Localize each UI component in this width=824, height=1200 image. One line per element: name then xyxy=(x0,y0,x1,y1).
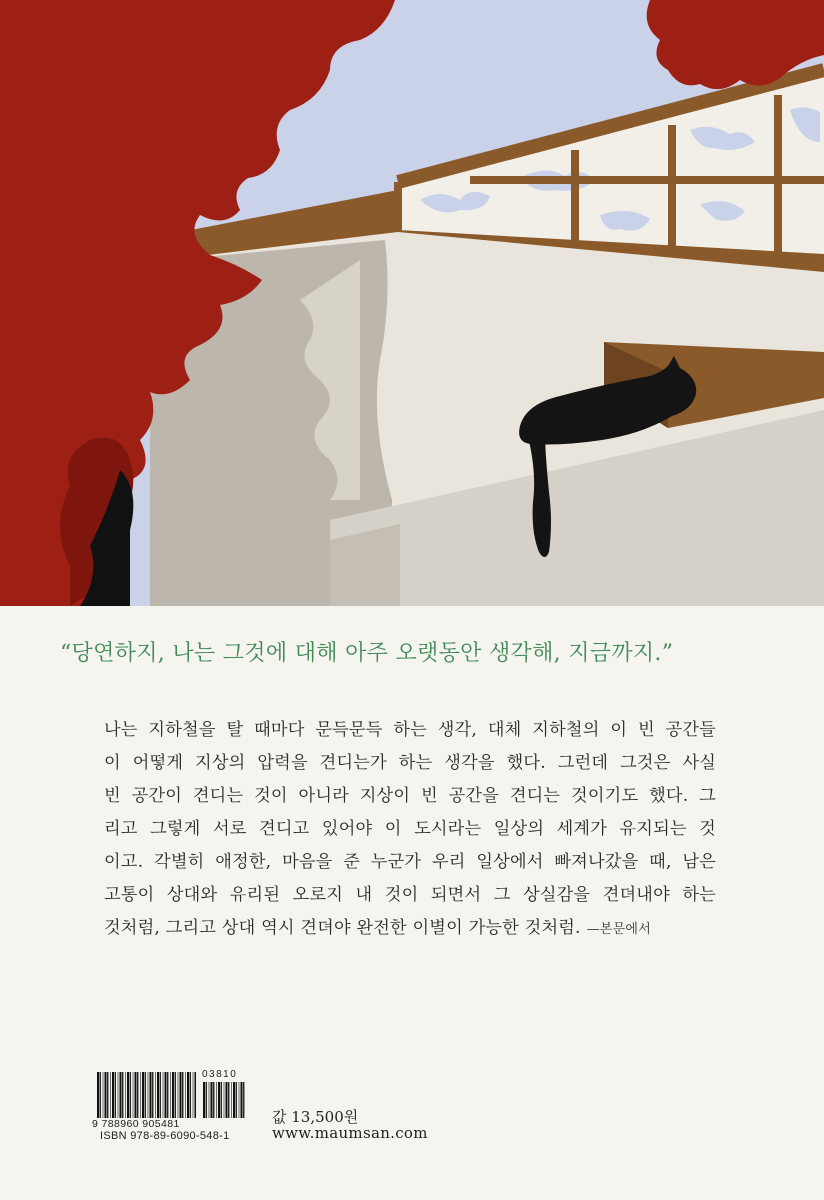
barcode-addon-number: 03810 xyxy=(202,1069,238,1080)
excerpt-line: 것처럼, 그리고 상대 역시 견뎌야 완전한 이별이 가능한 것처럼. xyxy=(104,918,581,938)
excerpt-line: 나는 지하철을 탈 때마다 문득문득 하는 생각, 대체 지하철의 이 빈 공간들 xyxy=(104,720,716,740)
excerpt-line: 리고 그렇게 서로 견디고 있어야 이 도시라는 일상의 세계가 유지되는 것 xyxy=(104,819,716,839)
barcode-block xyxy=(92,1069,262,1134)
price: 값 13,500원 xyxy=(272,1108,359,1126)
excerpt-line: 고통이 상대와 유리된 오로지 내 것이 되면서 그 상실감을 견뎌내야 하는 xyxy=(104,885,716,905)
barcode-digits: 9 788960 905481 xyxy=(92,1118,180,1130)
isbn: ISBN 978-89-6090-548-1 xyxy=(100,1130,230,1142)
excerpt-line-last xyxy=(104,912,716,946)
excerpt-line: 이 어떻게 지상의 압력을 견디는가 하는 생각을 했다. 그런데 그것은 사실 xyxy=(104,753,716,773)
book-excerpt xyxy=(104,714,716,946)
website: www.maumsan.com xyxy=(272,1124,428,1142)
barcode-addon-icon xyxy=(202,1082,246,1118)
quote: “당연하지, 나는 그것에 대해 아주 오랫동안 생각해, 지금까지.” xyxy=(60,641,674,666)
excerpt-source: —본문에서 xyxy=(586,922,651,937)
excerpt-line: 빈 공간이 견디는 것이 아니라 지상이 빈 공간을 견디는 것이기도 했다. 그 xyxy=(104,786,716,806)
barcode-icon xyxy=(96,1072,196,1118)
excerpt-line: 이고. 각별히 애정한, 마음을 준 누군가 우리 일상에서 빠져나갔을 때, 남은 xyxy=(104,852,716,872)
